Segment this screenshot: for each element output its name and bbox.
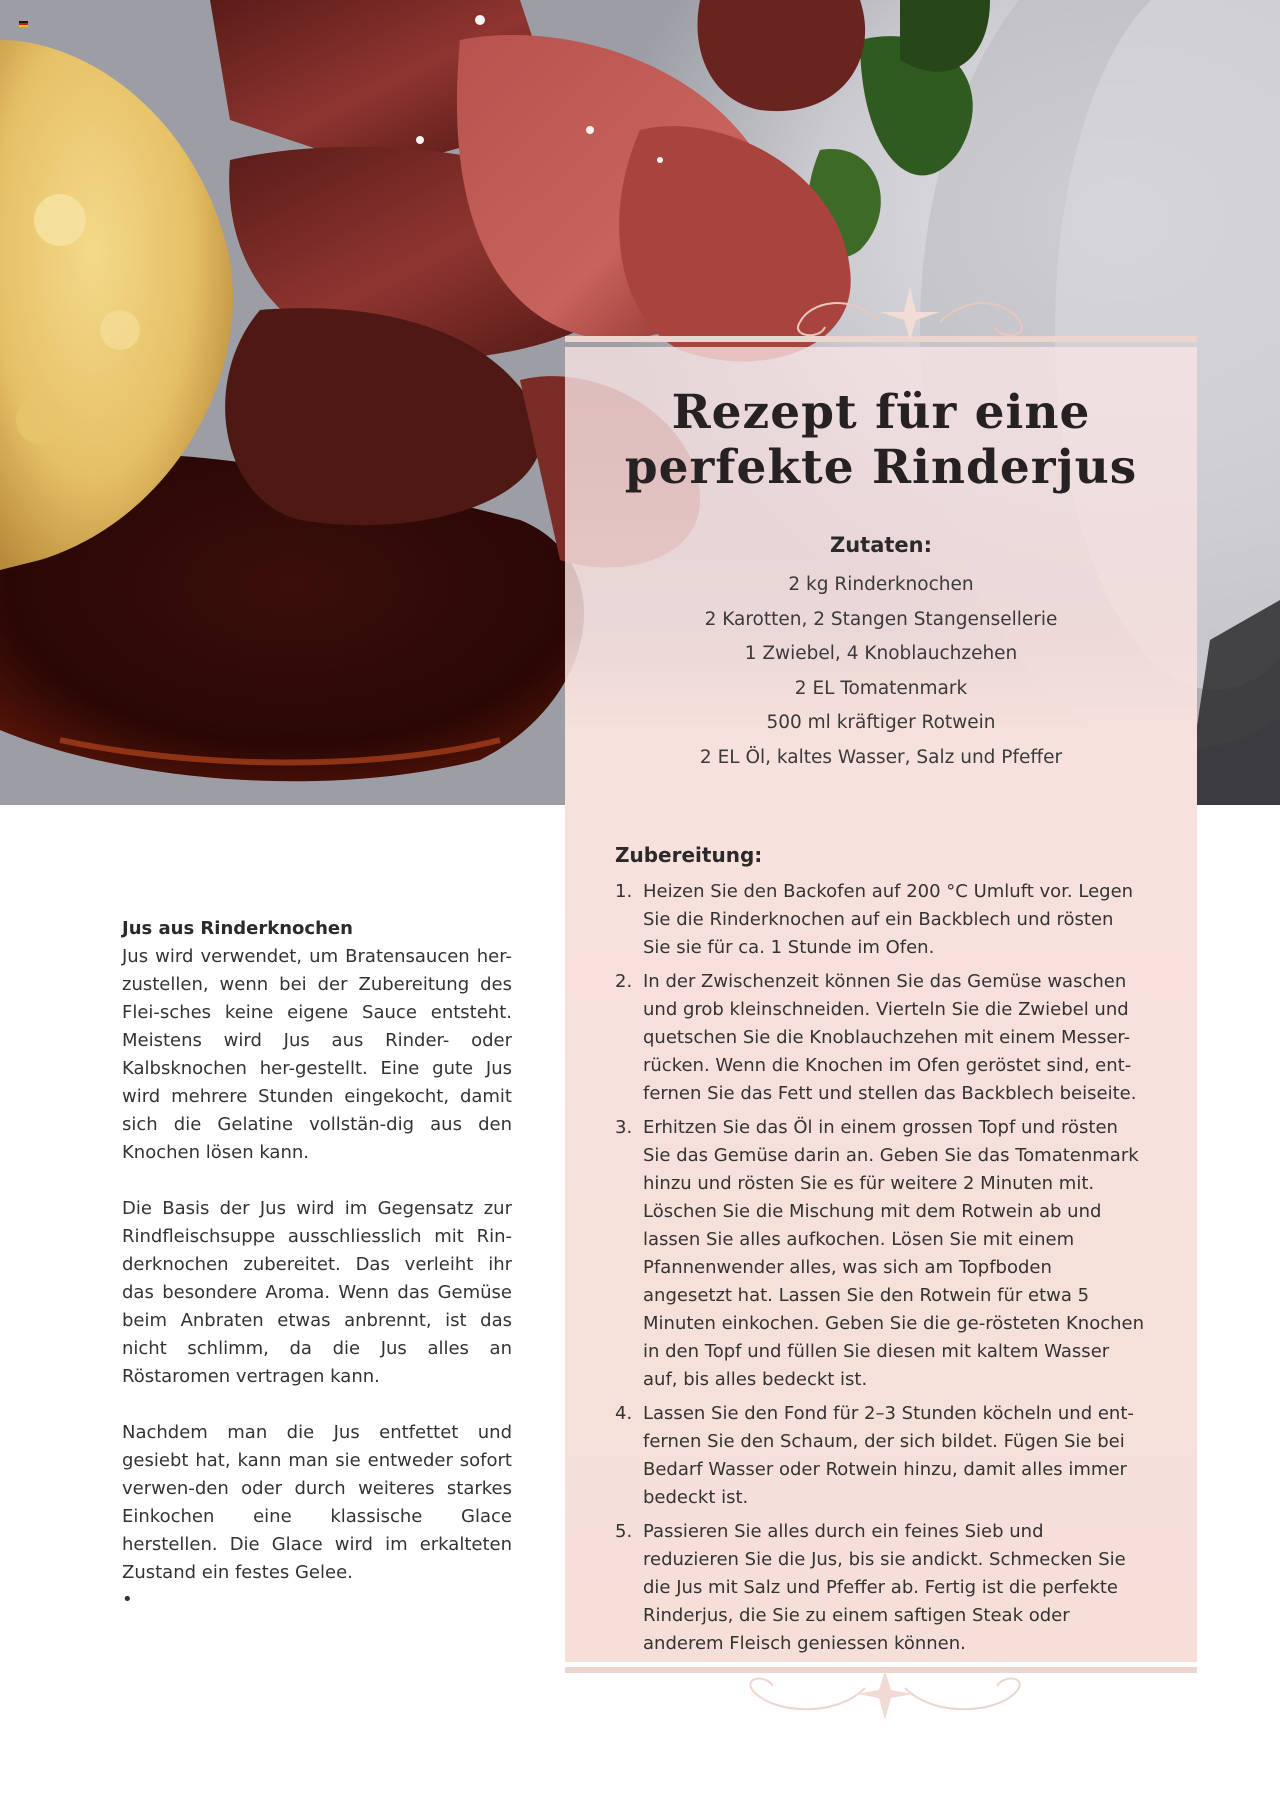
title-line-1: Rezept für eine — [671, 385, 1091, 440]
step-number: 3. — [615, 1117, 633, 1138]
title-line-2: perfekte Rinderjus — [624, 440, 1138, 495]
ingredient-item: 2 EL Öl, kaltes Wasser, Salz und Pfeffer — [699, 746, 1063, 768]
ingredient-item: 1 Zwiebel, 4 Knoblauchzehen — [744, 643, 1018, 664]
article-paragraph: Nachdem man die Jus entfettet und gesiebt hat, kann man sie entweder sofort verwen-den oder durch weiteres starkes Einkochen eine klassische Glace herstellen. Die Glace wird im erkalteten Zustand ein festes Gelee. — [122, 1422, 512, 1583]
preparation-steps — [615, 878, 1145, 1664]
end-mark: • — [122, 1589, 133, 1610]
ingredients-list — [565, 568, 1197, 775]
article-column — [122, 915, 512, 1609]
ingredient-item: 2 kg Rinderknochen — [788, 574, 974, 595]
step-item — [615, 1518, 1145, 1658]
step-number: 1. — [615, 881, 633, 902]
step-number: 2. — [615, 971, 633, 992]
step-text: In der Zwischenzeit können Sie das Gemüse waschen und grob kleinschneiden. Vierteln Sie die Zwiebel und quetschen Sie die Knoblauchzehen mit einem Messer-rücken. Wenn die Knochen im Ofen geröstet sind, ent-fernen Sie das Fett und stellen das Backblech beiseite. — [643, 971, 1137, 1104]
ingredients-heading: Zutaten: — [829, 533, 933, 557]
article-heading: Jus aus Rinderknochen — [122, 918, 353, 939]
step-text: Lassen Sie den Fond für 2–3 Stunden köcheln und ent-fernen Sie den Schaum, der sich bildet. Fügen Sie bei Bedarf Wasser oder Rotwein hinzu, damit alles immer bedeckt ist. — [643, 1403, 1134, 1508]
ingredient-item: 500 ml kräftiger Rotwein — [766, 712, 996, 733]
ingredient-item: 2 Karotten, 2 Stangen Stangensellerie — [704, 608, 1058, 630]
step-item — [615, 1400, 1145, 1512]
step-text: Heizen Sie den Backofen auf 200 °C Umluft vor. Legen Sie die Rinderknochen auf ein Backblech und rösten Sie sie für ca. 1 Stunde im Ofen. — [643, 881, 1134, 958]
article-paragraph: Die Basis der Jus wird im Gegensatz zur Rindfleischsuppe ausschliesslich mit Rin-derknochen zubereitet. Das verleiht ihr das besondere Aroma. Wenn das Gemüse beim Anbraten etwas anbrennt, ist das nicht schlimm, da die Jus alles an Röstaromen vertragen kann. — [122, 1198, 512, 1387]
recipe-title — [565, 385, 1197, 495]
step-number: 4. — [615, 1403, 633, 1424]
step-number: 5. — [615, 1521, 633, 1542]
step-item — [615, 968, 1145, 1108]
step-item — [615, 1114, 1145, 1394]
preparation-heading: Zubereitung: — [615, 843, 763, 867]
step-text: Passieren Sie alles durch ein feines Sieb und reduzieren Sie die Jus, bis sie andickt. Schmecken Sie die Jus mit Salz und Pfeffer ab. Fertig ist die perfekte Rinderjus, die Sie zu einem saftigen Steak oder anderem Fleisch geniessen können. — [643, 1521, 1126, 1654]
ingredient-item: 2 EL Tomatenmark — [794, 677, 968, 699]
step-item — [615, 878, 1145, 962]
ornament-bottom-icon — [735, 1668, 1035, 1728]
step-text: Erhitzen Sie das Öl in einem grossen Topf und rösten Sie das Gemüse darin an. Geben Sie das Tomatenmark hinzu und rösten Sie es für weitere 2 Minuten mit. Löschen Sie die Mischung mit dem Rotwein ab und lassen Sie alles aufkochen. Lösen Sie mit einem Pfannenwender alles, was sich am Topfboden angesetzt hat. Lassen Sie den Rotwein für etwa 5 Minuten einkochen. Geben Sie die ge-rösteten Knochen in den Topf und füllen Sie diesen mit kaltem Wasser auf, bis alles bedeckt ist. — [643, 1117, 1145, 1390]
ornament-top-icon — [790, 282, 1030, 342]
flag-icon — [19, 21, 28, 27]
article-paragraph: Jus wird verwendet, um Bratensaucen her-zustellen, wenn bei der Zubereitung des Flei-sches keine eigene Sauce entsteht. Meistens wird Jus aus Rinder- oder Kalbsknochen her-gestellt. Eine gute Jus wird mehrere Stunden eingekocht, damit sich die Gelatine vollstän-dig aus den Knochen lösen kann. — [122, 946, 512, 1163]
